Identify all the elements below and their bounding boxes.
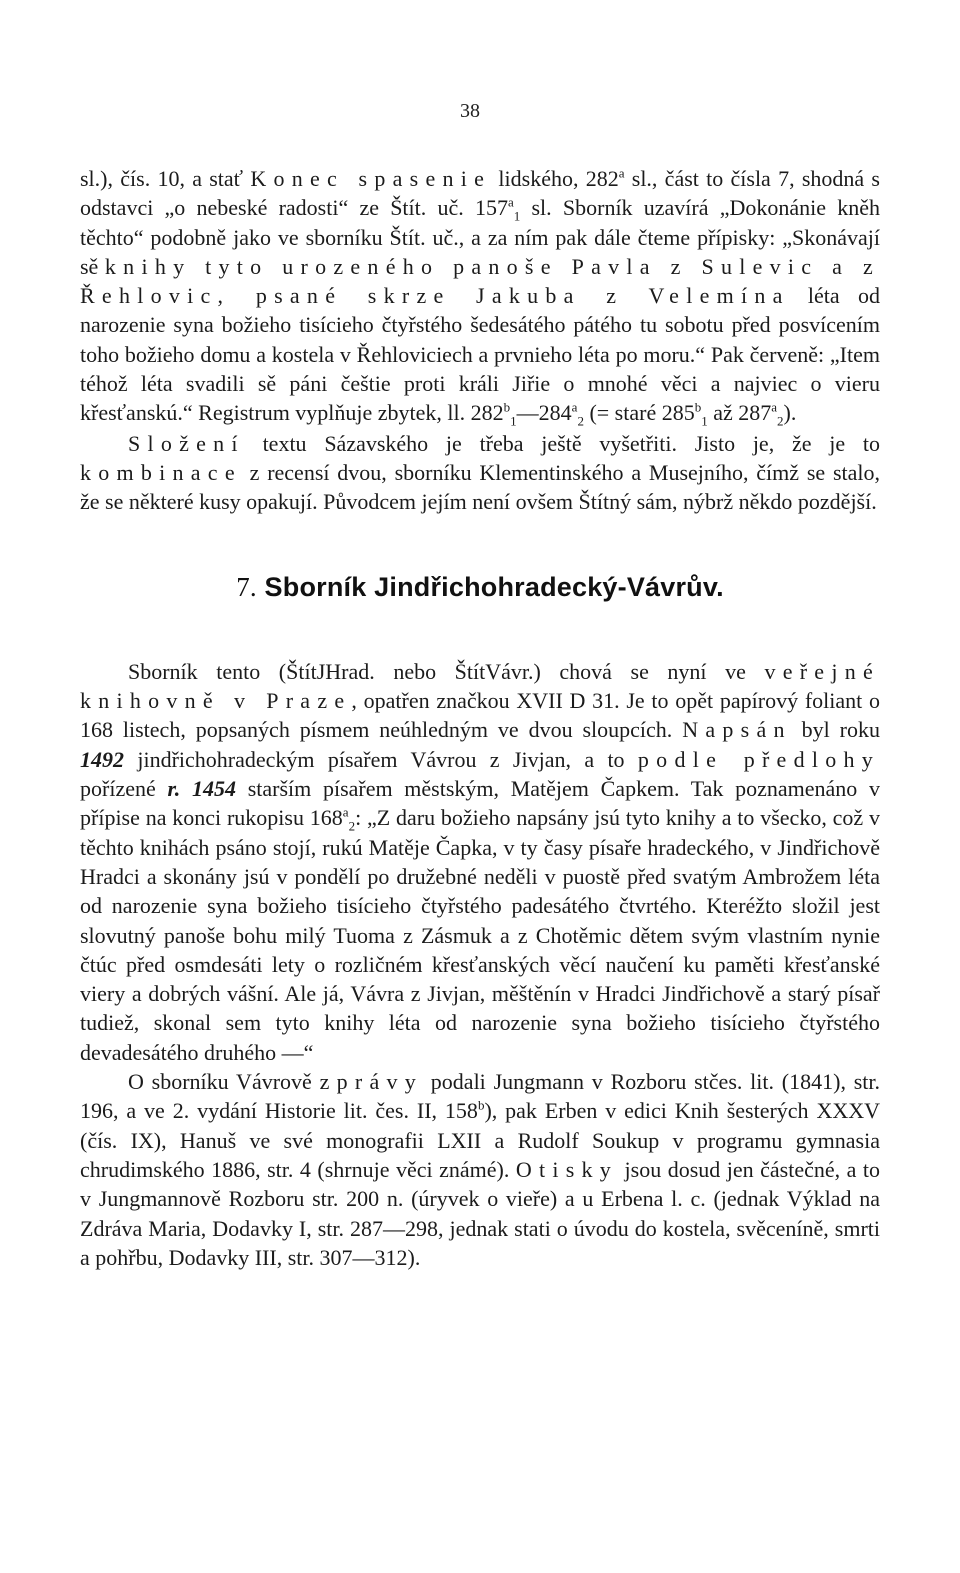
page-body xyxy=(80,92,880,1272)
italic-year: 1492 xyxy=(80,746,124,772)
paragraph-references: O sborníku Vávrově zprávy podali Jungmann v Rozboru stčes. lit. (1841), str. 196, a ve 2. vydání Historie lit. čes. II, 158$^b$), pak Erben v edici Knih šesterých XXXV (čís. IX), Hanuš ve své monografii LXII a Rudolf Soukup v programu gymnasia chrudimského 1886, str. 4 (shrnuje věci známé). Otisky jsou dosud jen částečné, a to v Jungmannově Rozboru str. 200 n. (úryvek o vieře) a u Erbena l. c. (jednak Výklad na Zdráva Maria, Dodavky I, str. 287—298, jednak stati o úvodu do kostela, svěceníně, smrti a pohřbu, Dodavky III, str. 307—312). xyxy=(80,1069,881,1270)
spaced-emphasis: Složení xyxy=(128,430,245,456)
spaced-emphasis: Konec spasenie xyxy=(250,166,492,191)
italic-year: 1454 xyxy=(192,776,236,802)
paragraph-continuation: sl.), čís. 10, a stať Konec spasenie lidského, 282$^a$ sl., část to čísla 7, shodná s odstavci „o nebeské radosti“ ze Štít. uč. $157^a_1$ sl. Sborník uzavírá „Dokonánie kněh těchto“ podobně jako ve sborníku Štít. uč., a za ním pak dále čteme přípisky: „Skonávají sě knihy tyto urozeného panoše Pavla z Sulevic a z Řehlovic, psané skrze Jakuba z Velemína léta od narozenie syna božieho tisícieho čtyřstého šedesátého pátého tu sobotu před posvícením toho božieho domu a kostela v Řehloviciech a prvnieho léta po moru.“ Pak červeně: „Item téhož léta svadili sě páni češtie proti králi Jiřie o mnohé věci a najviec o vieru křesťanskú.“ Registrum vyplňuje zbytek, ll. $282^b_1—284^a_2$ (= staré $285^b_1$ až $287^a_2$). xyxy=(80,165,881,429)
section-heading xyxy=(80,573,880,602)
spaced-emphasis: podle předlohy xyxy=(637,746,880,772)
spaced-emphasis: Napsán xyxy=(682,717,792,743)
section-title: Sborník Jindřichohradecký-Vávrův. xyxy=(256,571,724,602)
paragraph-composition: Složení textu Sázavského je třeba ještě vyšetřiti. Jisto je, že je to kombinace z recensí dvou, sborníku Klementinského a Musejního, čímž se stalo, že se některé kusy opakují. Původcem jejím není ovšem Štítný sám, nýbrž někdo pozdější. xyxy=(80,430,880,515)
spaced-emphasis: veřejné knihovně v Praze xyxy=(80,658,880,714)
paragraph-description: Sborník tento (ŠtítJHrad. nebo ŠtítVávr.) chová se nyní ve veřejné knihovně v Praze, opatřen značkou XVII D 31. Je to opět papírový foliant o 168 listech, popsaných písmem neúhledným ve dvou sloupcích. Napsán byl roku 1492 jindřichohradeckým písařem Vávrou z Jivjan, a to podle předlohy pořízené r. 1454 starším písařem městským, Matějem Čapkem. Tak poznamenáno v přípise na konci rukopisu $168^a_2$: „Z daru božieho napsány jsú tyto knihy a to všecko, což v těchto knihách psáno stojí, rukú Matěje Čapka, v ty časy písaře hradeckého, v Jindřichově Hradci a skonány jsú v pondělí po družebné neděli v puostě před svatým Ambrožem léta od narozenie syna božieho tisícieho čtyřstého padesátého čtvrtého. Kteréžto složil jest slovutný panoše bohu milý Tuoma z Zásmuk a z Chotěmic dětem svým vlastním nynie čtúc před osmdesáti lety o rozličném křesťanských věcí naučení ku paměti křesťanské viery a dobrých vášní. Ale já, Vávra z Jivjan, měštěnín v Hradci Jindřichově a starý písař tudiež, skonal sem tyto knihy léta od narozenie syna božieho tisícieho čtyřstého devadesátého druhého —“ xyxy=(80,658,880,1065)
spaced-emphasis: kombinace xyxy=(80,459,242,485)
spaced-emphasis: Otisky xyxy=(515,1156,619,1182)
spaced-emphasis: zprávy xyxy=(319,1069,424,1095)
section-number: 7. xyxy=(236,571,257,602)
page-number: 38 xyxy=(460,100,480,122)
spaced-emphasis: knihy tyto urozeného panoše Pavla z Sulevic a z Řehlovic, psané skrze Jakuba z Velemína xyxy=(80,253,881,309)
